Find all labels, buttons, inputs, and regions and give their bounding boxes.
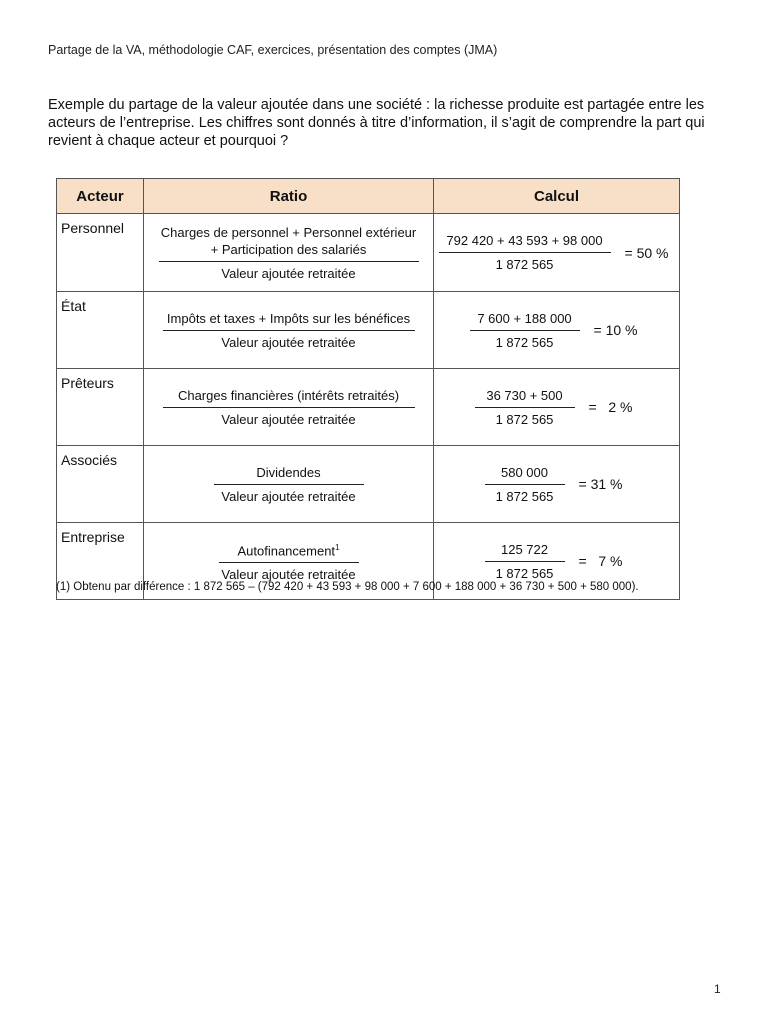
calc-numerator: 125 722 <box>501 541 548 557</box>
fraction-bar <box>485 484 565 485</box>
ratio-fraction <box>144 464 433 505</box>
calc-cell <box>434 292 680 369</box>
table-row <box>57 446 680 523</box>
value-added-table <box>56 178 679 600</box>
actor-cell: Personnel <box>57 214 144 292</box>
ratio-denominator: Valeur ajoutée retraitée <box>221 488 356 504</box>
calc-numerator: 36 730 + 500 <box>486 387 563 403</box>
footnote-marker: 1 <box>335 542 340 552</box>
calc-denominator: 1 872 565 <box>495 411 554 427</box>
ratio-fraction <box>144 387 433 428</box>
calc-cell <box>434 214 680 292</box>
header-ratio: Ratio <box>144 179 434 214</box>
ratio-numerator-text: Autofinancement <box>237 543 336 559</box>
ratio-numerator-line2: + Participation des salariés <box>210 241 367 257</box>
page-number: 1 <box>714 982 721 996</box>
table-header-row <box>57 179 680 214</box>
calc-denominator: 1 872 565 <box>495 334 554 350</box>
fraction-bar <box>485 561 565 562</box>
table-row <box>57 292 680 369</box>
table-row <box>57 214 680 292</box>
header-calcul: Calcul <box>434 179 680 214</box>
intro-paragraph: Exemple du partage de la valeur ajoutée dans une société : la richesse produite est partagée entre les acteurs de l’entreprise. Les chiffres sont donnés à titre d’information, il s’agit de comprendre la part qui revient à chaque acteur et pourquoi ? <box>48 97 705 149</box>
ratio-numerator: Impôts et taxes + Impôts sur les bénéfices <box>166 310 411 326</box>
ratio-denominator: Valeur ajoutée retraitée <box>221 411 356 427</box>
actor-cell: Associés <box>57 446 144 523</box>
ratio-numerator <box>231 539 345 559</box>
table-footnote: (1) Obtenu par différence : 1 872 565 – (792 420 + 43 593 + 98 000 + 7 600 + 188 000 + 36 730 + 500 + 580 000). <box>56 581 639 593</box>
ratio-numerator: Dividendes <box>256 464 321 480</box>
ratio-numerator <box>155 224 422 258</box>
ratio-denominator: Valeur ajoutée retraitée <box>221 567 356 583</box>
calc-result: = 2 % <box>588 399 633 415</box>
ratio-denominator: Valeur ajoutée retraitée <box>221 334 356 350</box>
actor-cell: Prêteurs <box>57 369 144 446</box>
calc-fraction <box>470 310 580 351</box>
fraction-bar <box>214 484 364 485</box>
calc-cell <box>434 369 680 446</box>
header-actor: Acteur <box>57 179 144 214</box>
ratio-numerator-line1: Charges de personnel + Personnel extérieur <box>160 224 417 240</box>
actor-cell: Entreprise <box>57 523 144 600</box>
calc-cell <box>434 446 680 523</box>
ratio-numerator: Charges financières (intérêts retraités) <box>177 387 400 403</box>
calc-fraction <box>475 387 575 428</box>
calc-fraction <box>439 232 611 273</box>
ratio-cell <box>144 214 434 292</box>
calc-denominator: 1 872 565 <box>495 488 554 504</box>
calc-numerator: 792 420 + 43 593 + 98 000 <box>446 233 603 248</box>
ratio-fraction <box>144 224 433 282</box>
ratio-cell <box>144 369 434 446</box>
fraction-bar <box>470 330 580 331</box>
fraction-bar <box>163 330 415 331</box>
calc-result: = 50 % <box>624 244 669 261</box>
fraction-bar <box>219 562 359 563</box>
calc-fraction <box>485 541 565 582</box>
calc-numerator: 580 000 <box>501 464 548 480</box>
calc-result: = 31 % <box>578 476 623 492</box>
ratio-denominator: Valeur ajoutée retraitée <box>221 265 356 281</box>
va-sharing-table <box>56 178 680 600</box>
calc-numerator: 7 600 + 188 000 <box>477 310 572 326</box>
actor-cell: État <box>57 292 144 369</box>
ratio-cell <box>144 292 434 369</box>
calc-fraction <box>485 464 565 505</box>
table-row <box>57 369 680 446</box>
fraction-bar <box>439 252 611 253</box>
calc-denominator: 1 872 565 <box>495 257 554 272</box>
calc-result: = 10 % <box>593 322 638 338</box>
ratio-fraction <box>144 310 433 351</box>
document-header: Partage de la VA, méthodologie CAF, exercices, présentation des comptes (JMA) <box>48 43 498 57</box>
fraction-bar <box>163 407 415 408</box>
fraction-bar <box>159 261 419 262</box>
calc-result: = 7 % <box>578 553 623 569</box>
calc-denominator: 1 872 565 <box>495 565 554 581</box>
fraction-bar <box>475 407 575 408</box>
ratio-cell <box>144 446 434 523</box>
ratio-fraction <box>144 539 433 583</box>
